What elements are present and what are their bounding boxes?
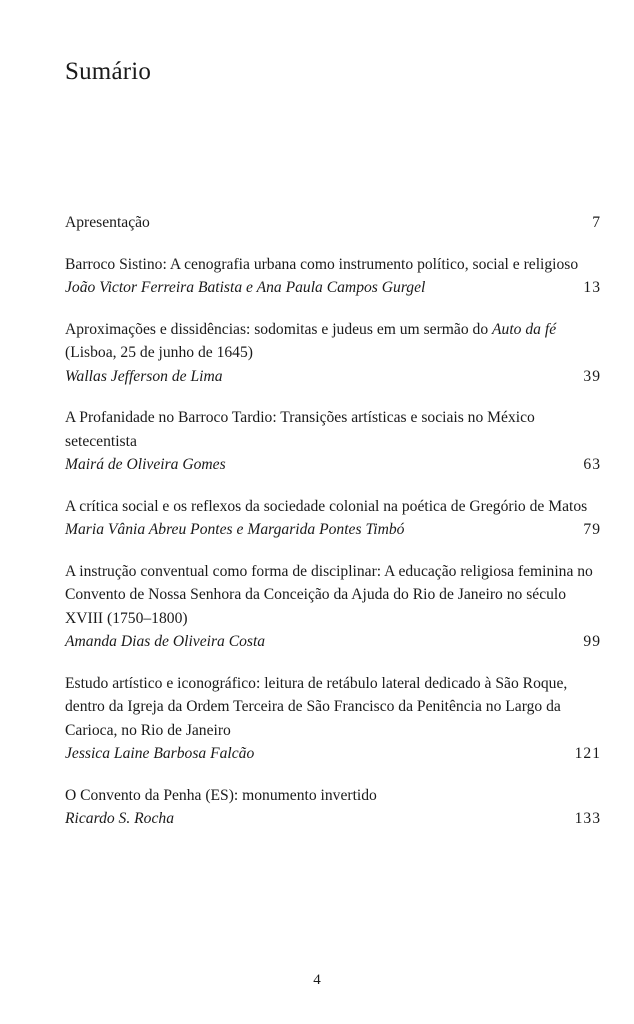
toc-entry-author: Amanda Dias de Oliveira Costa	[65, 633, 266, 650]
toc-entry	[65, 211, 601, 235]
page-title: Sumário	[65, 58, 152, 85]
toc-entry	[65, 672, 601, 766]
toc-entry-title-part: Aproximações e dissidências: sodomitas e judeus em um sermão do	[65, 320, 493, 338]
toc-entry-author: Jessica Laine Barbosa Falcão	[65, 745, 255, 762]
toc-entry-page: 63	[583, 456, 601, 473]
toc-entry-line	[65, 211, 601, 235]
toc-entry-page: 13	[583, 279, 601, 296]
toc-entry-line	[65, 630, 601, 654]
toc-entry-author: Ricardo S. Rocha	[65, 810, 174, 827]
toc-entry	[65, 495, 601, 542]
toc-entry-author: Mairá de Oliveira Gomes	[65, 456, 226, 473]
toc-entry-line	[65, 365, 601, 389]
toc-entry-title-part: (Lisboa, 25 de junho de 1645)	[65, 344, 253, 361]
toc-entry-title: Estudo artístico e iconográfico: leitura de retábulo lateral dedicado à São Roque, dentro da Igreja da Ordem Terceira de São Francisco da Penitência no Largo da Carioca, no Rio de Janeiro	[65, 674, 568, 739]
toc-entry-line	[65, 518, 601, 542]
toc-entry-author: Maria Vânia Abreu Pontes e Margarida Pontes Timbó	[65, 521, 405, 538]
toc-entry	[65, 406, 601, 477]
toc-entry-title: Barroco Sistino: A cenografia urbana como instrumento político, social e religioso	[65, 255, 579, 273]
toc-entry-title: A instrução conventual como forma de disciplinar: A educação religiosa feminina no Convento de Nossa Senhora da Conceição da Ajuda do Rio de Janeiro no século XVIII (1750–1800)	[65, 562, 593, 627]
toc-entry-page: 39	[583, 367, 601, 385]
toc-entry-page: 121	[574, 745, 601, 762]
toc-entry-title: A Profanidade no Barroco Tardio: Transições artísticas e sociais no México setecentista	[65, 409, 535, 450]
toc-entry-title: Apresentação	[65, 214, 150, 231]
toc-entry-line	[65, 742, 601, 766]
toc-entry-line	[65, 807, 601, 831]
toc-entry	[65, 318, 601, 389]
toc-entry-line	[65, 276, 601, 300]
toc-entry	[65, 560, 601, 654]
page-number: 4	[313, 972, 321, 988]
toc-entry-title: A crítica social e os reflexos da sociedade colonial na poética de Gregório de Matos	[65, 497, 588, 515]
toc-entry-title	[65, 318, 601, 365]
toc-entry-line	[65, 453, 601, 477]
toc-entry	[65, 784, 601, 831]
toc-entry	[65, 253, 601, 300]
toc-entry-page: 7	[592, 214, 601, 231]
toc-entry-author: João Victor Ferreira Batista e Ana Paula Campos Gurgel	[65, 279, 426, 296]
toc-entry-page: 79	[583, 521, 601, 538]
toc-entry-title-italic: Auto da fé	[492, 320, 557, 338]
toc-entry-page: 99	[583, 633, 601, 650]
toc-entry-author: Wallas Jefferson de Lima	[65, 367, 223, 385]
toc-entry-title: O Convento da Penha (ES): monumento invertido	[65, 786, 377, 804]
table-of-contents	[65, 211, 601, 849]
toc-entry-page: 133	[574, 810, 601, 827]
